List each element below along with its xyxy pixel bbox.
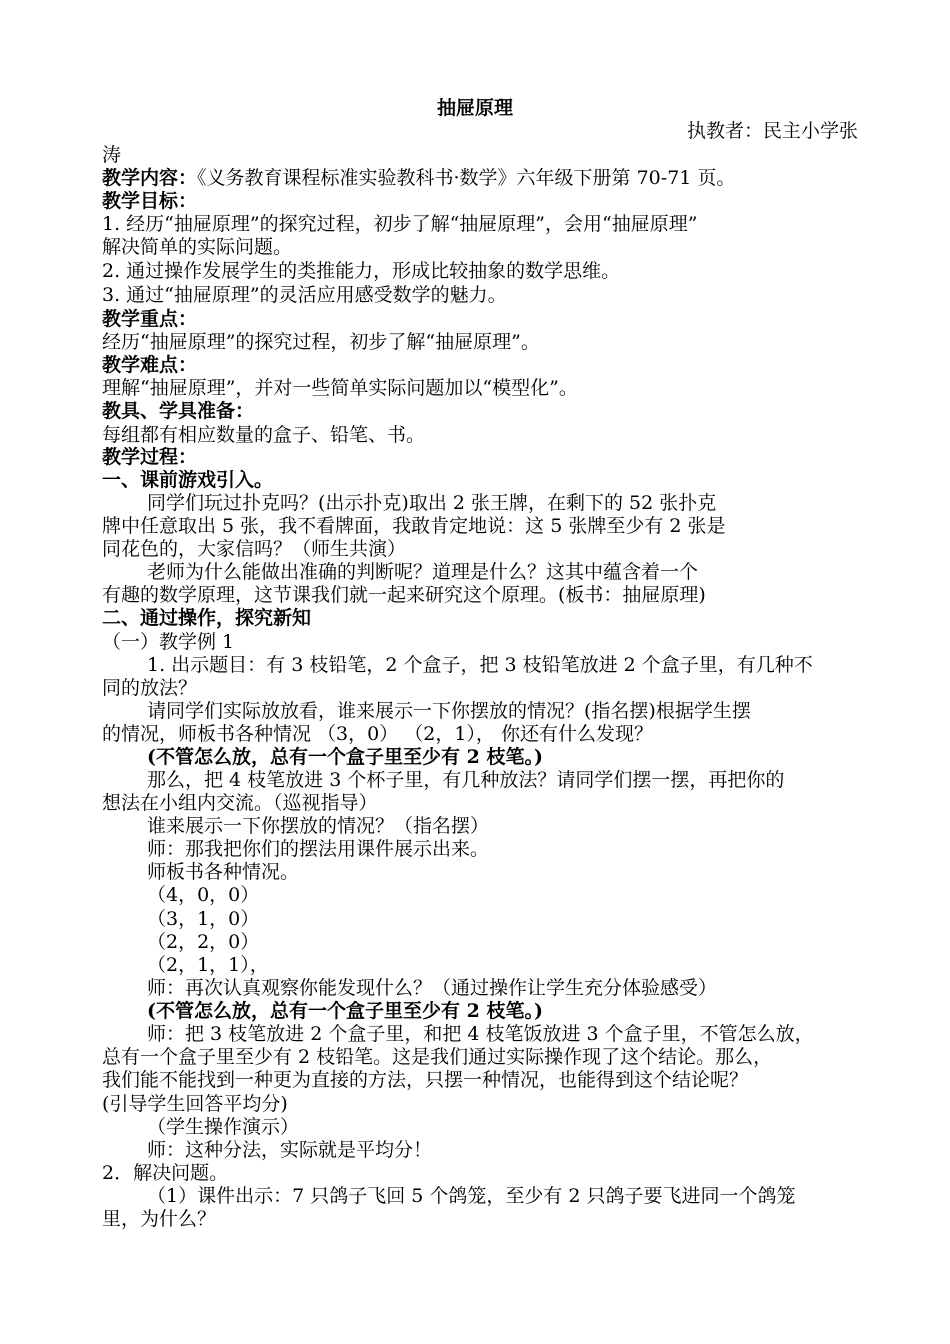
paragraph-continued: 我们能不能找到一种更为直接的方法，只摆一种情况，也能得到这个结论呢？: [102, 1069, 749, 1091]
section-1-heading: 一、课前游戏引入。: [102, 469, 274, 491]
case-line: （2，1，1），: [147, 954, 269, 976]
paragraph: 师：再次认真观察你能发现什么？（通过操作让学生充分体验感受）: [147, 977, 718, 999]
author-line: 执教者：民主小学张: [686, 120, 858, 142]
paragraph: 老师为什么能做出准确的判断呢？道理是什么？这其中蕴含着一个: [147, 561, 699, 583]
case-line: （3，1，0）: [147, 908, 260, 930]
subsection-heading: （一）教学例 1: [102, 631, 235, 653]
conclusion-bold: (不管怎么放，总有一个盒子里至少有 2 枝笔。): [147, 746, 543, 768]
goal-1: 1. 经历“抽屉原理”的探究过程，初步了解“抽屉原理”，会用“抽屉原理”: [102, 213, 698, 235]
document-title: 抽屉原理: [436, 97, 513, 119]
paragraph-continued: 的情况，师板书各种情况 （3，0） （2，1）， 你还有什么发现？: [102, 723, 653, 745]
paragraph: 师板书各种情况。: [147, 861, 300, 883]
materials-heading: 教具、学具准备：: [102, 400, 255, 422]
difficulty-text: 理解“抽屉原理”，并对一些简单实际问题加以“模型化”。: [102, 377, 578, 399]
goal-1-continued: 解决简单的实际问题。: [102, 236, 293, 258]
paragraph: 那么，把 4 枝笔放进 3 个杯子里，有几种放法？请同学们摆一摆，再把你的: [147, 769, 785, 791]
goal-2: 2. 通过操作发展学生的类推能力，形成比较抽象的数学思维。: [102, 260, 621, 282]
case-line: （2，2，0）: [147, 931, 260, 953]
process-heading: 教学过程：: [102, 446, 198, 468]
paragraph: （1）课件出示：7 只鸽子飞回 5 个鸽笼，至少有 2 只鸽子要飞进同一个鸽笼: [147, 1185, 796, 1207]
goal-3: 3. 通过“抽屉原理”的灵活应用感受数学的魅力。: [102, 284, 507, 306]
key-point-heading: 教学重点：: [102, 308, 198, 330]
paragraph: 同学们玩过扑克吗？(出示扑克)取出 2 张王牌，在剩下的 52 张扑克: [147, 492, 717, 514]
paragraph: 1. 出示题目：有 3 枝铅笔，2 个盒子，把 3 枝铅笔放进 2 个盒子里，有几种不: [147, 654, 813, 676]
paragraph-continued: (引导学生回答平均分): [102, 1093, 288, 1115]
paragraph-continued: 同的放法？: [102, 677, 198, 699]
paragraph-continued: 同花色的，大家信吗？（师生共演）: [102, 538, 407, 560]
content-paragraph: [102, 167, 735, 190]
author-line-continued: 涛: [102, 144, 122, 166]
paragraph: 请同学们实际放放看，谁来展示一下你摆放的情况？(指名摆)根据学生摆: [147, 700, 751, 722]
paragraph-continued: 想法在小组内交流。（巡视指导）: [102, 792, 378, 814]
subsection-heading: 2．解决问题。: [102, 1162, 229, 1184]
paragraph-continued: 里，为什么？: [102, 1208, 217, 1230]
content-text: 《义务教育课程标准实验教科书·数学》六年级下册第 70-71 页。: [197, 167, 736, 189]
paragraph: 师：这种分法，实际就是平均分！: [147, 1139, 433, 1161]
paragraph: （学生操作演示）: [147, 1116, 300, 1138]
conclusion-bold: (不管怎么放，总有一个盒子里至少有 2 枝笔。): [147, 1000, 543, 1022]
materials-text: 每组都有相应数量的盒子、铅笔、书。: [102, 424, 426, 446]
paragraph-continued: 总有一个盒子里至少有 2 枝铅笔。这是我们通过实际操作现了这个结论。那么，: [102, 1046, 773, 1068]
difficulty-heading: 教学难点：: [102, 354, 198, 376]
paragraph: 师：把 3 枝笔放进 2 个盒子里，和把 4 枝笔饭放进 3 个盒子里，不管怎么放，: [147, 1023, 814, 1045]
key-point-text: 经历“抽屉原理”的探究过程，初步了解“抽屉原理”。: [102, 331, 540, 353]
section-2-heading: 二、通过操作，探究新知: [102, 607, 312, 629]
content-label: 教学内容：: [102, 167, 198, 189]
goals-heading: 教学目标：: [102, 190, 198, 212]
paragraph: 师：那我把你们的摆法用课件展示出来。: [147, 838, 490, 860]
paragraph: 谁来展示一下你摆放的情况？（指名摆）: [147, 815, 490, 837]
paragraph-continued: 牌中任意取出 5 张，我不看牌面，我敢肯定地说：这 5 张牌至少有 2 张是: [102, 515, 726, 537]
paragraph-continued: 有趣的数学原理，这节课我们就一起来研究这个原理。(板书：抽屉原理): [102, 584, 706, 606]
case-line: （4，0，0）: [147, 884, 260, 906]
